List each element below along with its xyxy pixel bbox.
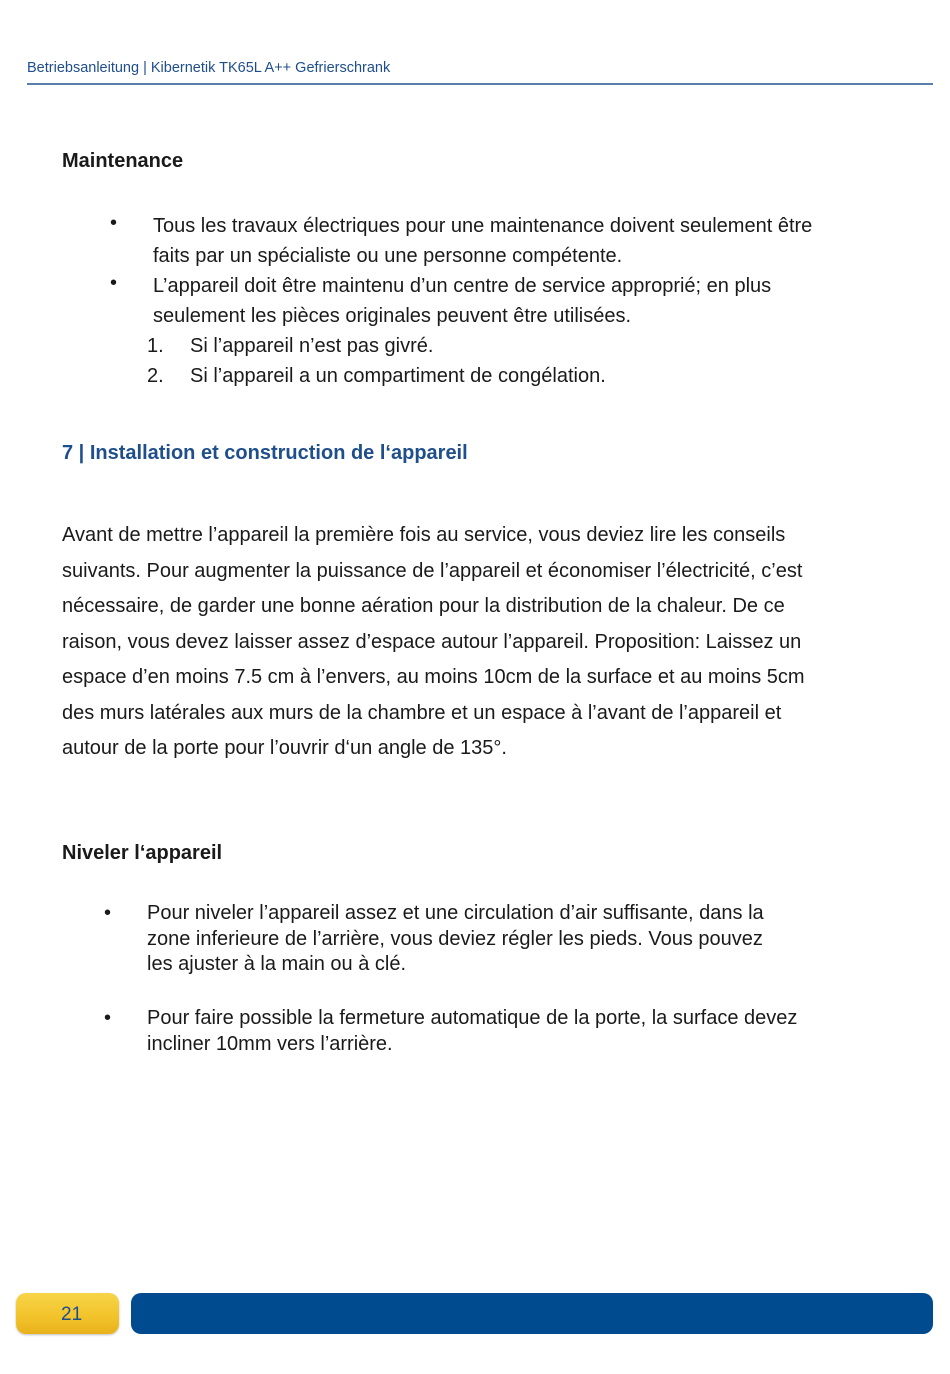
page-number-tab [16, 1293, 119, 1334]
footer-bar [131, 1293, 933, 1334]
section-7-heading: 7 | Installation et construction de l‘appareil [62, 442, 468, 464]
item-number: 1. [147, 335, 164, 357]
installation-paragraph [62, 518, 892, 767]
bullet-line: Pour niveler l’appareil assez et une circulation d’air suffisante, dans la [147, 902, 764, 924]
bullet-line: Tous les travaux électriques pour une maintenance doivent seulement être [153, 215, 813, 237]
item-text: Si l’appareil a un compartiment de congélation. [190, 365, 606, 387]
bullet-line: seulement les pièces originales peuvent être utilisées. [153, 305, 632, 327]
paragraph-line: autour de la porte pour l’ouvrir d‘un angle de 135°. [62, 737, 507, 759]
page-number: 21 [61, 1304, 83, 1325]
bullet-dot: • [104, 1007, 112, 1029]
header-divider [27, 83, 933, 85]
paragraph-line: nécessaire, de garder une bonne aération pour la distribution de la chaleur. De ce [62, 595, 785, 617]
paragraph-line: espace d’en moins 7.5 cm à l’envers, au moins 10cm de la surface et au moins 5cm [62, 666, 805, 688]
bullet-line: les ajuster à la main ou à clé. [147, 953, 407, 975]
bullet-line: zone inferieure de l’arrière, vous deviez régler les pieds. Vous pouvez [147, 927, 763, 950]
paragraph-line: Avant de mettre l’appareil la première fois au service, vous deviez lire les conseils [62, 524, 786, 546]
bullet-dot: • [104, 902, 112, 924]
bullet-dot: • [110, 212, 118, 234]
item-number: 2. [147, 365, 164, 387]
bullet-line: faits par un spécialiste ou une personne compétente. [153, 245, 623, 267]
bullet-line: L’appareil doit être maintenu d’un centre de service approprié; en plus [153, 275, 772, 297]
bullet-dot: • [110, 272, 118, 294]
paragraph-line: raison, vous devez laisser assez d’espace autour l’appareil. Proposition: Laissez un [62, 630, 802, 653]
bullet-line: incliner 10mm vers l’arrière. [147, 1032, 393, 1055]
niveler-heading: Niveler l‘appareil [62, 842, 223, 864]
item-text: Si l’appareil n’est pas givré. [190, 335, 434, 357]
paragraph-line: des murs latérales aux murs de la chambre et un espace à l’avant de l’appareil et [62, 701, 782, 724]
bullet-line: Pour faire possible la fermeture automatique de la porte, la surface devez [147, 1007, 798, 1029]
running-header: Betriebsanleitung | Kibernetik TK65L A++ Gefrierschrank [27, 60, 391, 76]
paragraph-line: suivants. Pour augmenter la puissance de l’appareil et économiser l’électricité, c’est [62, 559, 803, 582]
maintenance-heading: Maintenance [62, 150, 184, 172]
